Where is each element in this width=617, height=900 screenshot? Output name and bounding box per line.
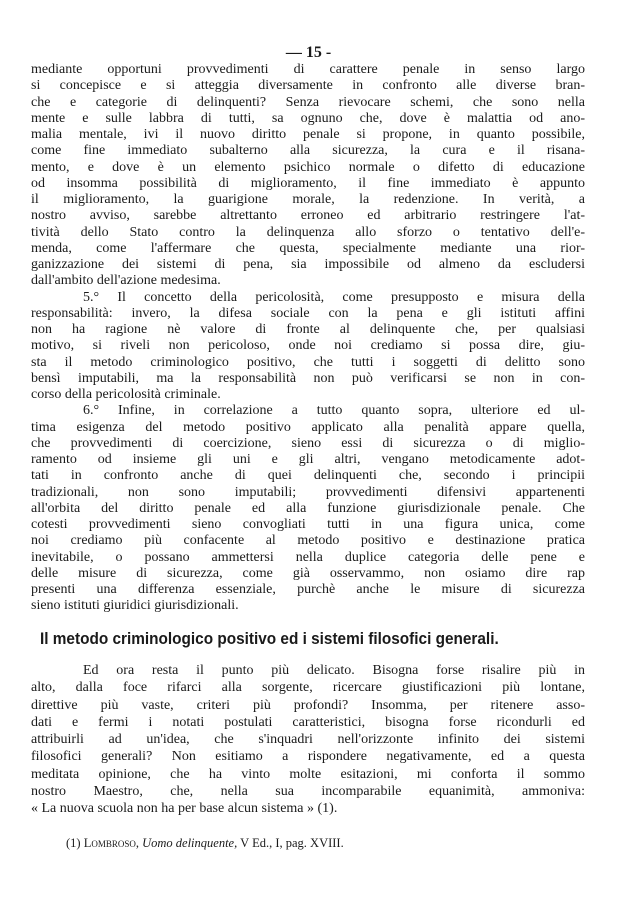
text-line: « La nuova scuola non ha per base alcun sistema » (1). — [31, 801, 338, 816]
text-line: malia mentale, ivi il nuovo diritto penale si propone, in quanto possibile, — [31, 127, 585, 142]
text-line: menda, come l'affermare che questa, specialmente mediante una rior- — [31, 240, 585, 256]
text-line: che provvedimenti di coercizione, sieno essi di sicurezza o di miglio- — [31, 435, 585, 451]
text-line: nostro avviso, sarebbe altrettanto erroneo ed arbitrario restringere l'at- — [31, 208, 585, 224]
text-line: cotesti provvedimenti sieno convogliati tutti in una figura unica, come — [31, 517, 585, 532]
text-line: 5.° Il concetto della pericolosità, come presupposto e misura della — [83, 289, 585, 305]
text-line: il miglioramento, la guarigione morale, la redenzione. In verità, a — [31, 192, 585, 207]
text-line: noi crediamo più confacente al metodo positivo e destinazione pratica — [31, 533, 585, 549]
text-line: nostro Maestro, che, nella sua incomparabile equanimità, ammoniva: — [31, 783, 585, 799]
page-number: — 15 - — [285, 44, 332, 61]
text-line: od insomma possibilità di miglioramento, il fine immediato è appunto — [31, 175, 585, 191]
text-line: mento, e dove è un elemento psichico normale o difetto di educazione — [31, 159, 585, 175]
text-line: presenti una differenza essenziale, purchè anche le misure di sicurezza — [31, 582, 585, 597]
text-line: dati e fermi i notati postulati caratteristici, bisogna forse ricondurli ed — [31, 714, 585, 730]
text-line: motivo, si riveli non pericoloso, onde noi crediamo si possa dire, giu- — [31, 338, 585, 354]
body-text-section-1 — [31, 62, 585, 615]
footnote-marker: (1) — [66, 836, 81, 850]
text-line: inevitabile, o possano ammettersi nella duplice categoria delle pene e — [31, 549, 585, 565]
footnote-rest: V Ed., I, pag. XVIII. — [240, 836, 344, 850]
section-heading: Il metodo criminologico positivo ed i sistemi filosofici generali. — [40, 630, 499, 648]
text-line: ganizzazione dei sistemi di pena, sia impossibile od almeno da escludersi — [31, 257, 585, 272]
text-line: delle misure di sicurezza, come già osservammo, non osiamo dire rap — [31, 565, 585, 581]
footnote — [66, 836, 344, 851]
text-line: tima esigenza del metodo positivo applicato alla penalità appare quella, — [31, 419, 585, 435]
body-text-section-2 — [31, 662, 585, 817]
text-line: direttive più vaste, criteri più profondi? Insomma, per ritenere asso- — [31, 697, 585, 713]
text-line: tradizionali, non sono imputabili; provvedimenti difensivi appartenenti — [31, 484, 585, 500]
text-line: sieno istituti giuridici giurisdizionali. — [31, 598, 239, 614]
text-line: mente e sulle labbra di tutti, sa ognuno che, dove è malattia od ano- — [31, 110, 585, 126]
text-line: non ha ragione nè valore di fronte al delinquente che, per qualsiasi — [31, 322, 585, 337]
text-line: che e categorie di delinquenti? Senza rievocare schemi, che sono nella — [31, 94, 585, 110]
text-line: attribuirli ad un'idea, che s'inquadri nell'orizzonte infinito dei sistemi — [31, 732, 585, 747]
text-line: filosofici generali? Non esitiamo a rispondere negativamente, ed a questa — [31, 749, 585, 765]
footnote-author: Lombroso, — [83, 836, 139, 850]
text-line: tività dello Stato contro la delinquenza allo sforzo o tentativo dell'e- — [31, 224, 585, 240]
text-line: responsabilità: invero, la difesa sociale con la pena e gli istituti affini — [31, 305, 585, 321]
text-line: Ed ora resta il punto più delicato. Bisogna forse risalire più in — [83, 663, 585, 678]
text-line: dall'ambito dell'azione medesima. — [31, 273, 221, 289]
text-line: mediante opportuni provvedimenti di carattere penale in senso largo — [31, 62, 585, 77]
text-line: 6.° Infine, in correlazione a tutto quanto sopra, ulteriore ed ul- — [83, 403, 585, 419]
footnote-title: Uomo delinquente, — [142, 836, 238, 850]
text-line: sta il metodo criminologico positivo, che tutti i soggetti di delitto sono — [31, 354, 585, 370]
text-line: alto, dalla foce rifarci alla sorgente, ricercare giustificazioni più lontane, — [31, 680, 585, 696]
text-line: all'orbita del diritto penale ed alla funzione giurisdizionale penale. Che — [31, 500, 585, 516]
text-line: bensì imputabili, ma la responsabilità non può verificarsi se non in con- — [31, 370, 585, 386]
text-line: si concepisce e si atteggia diversamente in confronto alle diverse bran- — [31, 78, 585, 94]
text-line: come fine immediato subalterno alla sicurezza, la cura e il risana- — [31, 143, 585, 159]
text-line: tati in confronto anche di quei delinquenti che, secondo i principii — [31, 468, 585, 484]
text-line: corso della pericolosità criminale. — [31, 387, 221, 402]
text-line: meditata opinione, che ha vinto molte esitazioni, mi conforta il sommo — [31, 766, 585, 782]
text-line: ramento od insieme gli uni e gli altri, vengano metodicamente adot- — [31, 452, 585, 467]
